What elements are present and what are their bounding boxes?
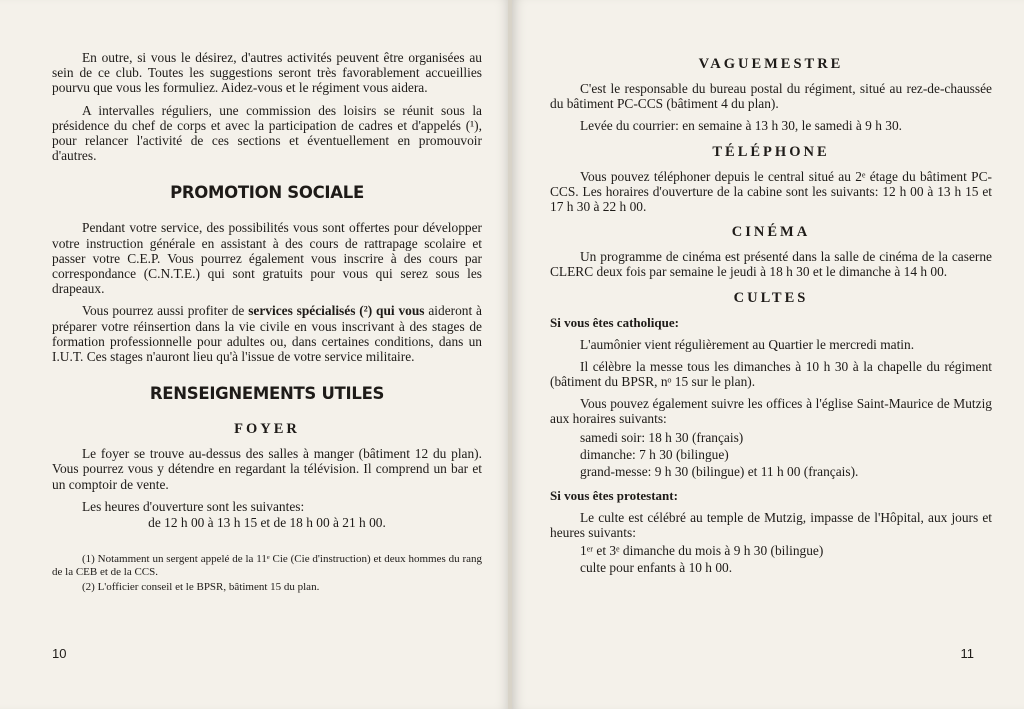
catholique-paragraph-3: Vous pouvez également suivre les offices à l'église Saint-Maurice de Mutzig aux horaires suivants: <box>550 396 992 427</box>
foyer-paragraph-2: Les heures d'ouverture sont les suivantes: <box>82 498 305 514</box>
left-page-column <box>52 50 482 596</box>
intro-paragraph-1: En outre, si vous le désirez, d'autres activités peuvent être organisées au sein de ce club. Toutes les suggestions seront très favorablement accueillies pourvu que vous les formuliez. Aidez-vous et le régiment vous aidera. <box>52 50 482 96</box>
promotion-p2-rest: aideront à préparer votre réinsertion dans la vie civile en vous inscrivant à des stages de formation professionnelle pour adultes ou, dans certaines conditions, dans un I.U.T. Ces stages n'auront lieu qu'à l'issue de votre service militaire. <box>52 303 483 365</box>
right-page-column <box>550 52 992 584</box>
footnote-1: (1) Notamment un sergent appelé de la 11ᵉ Cie (Cie d'instruction) et deux hommes du rang de la CEB et de la CCS. <box>52 553 482 579</box>
cultes-heading: CULTES <box>733 289 809 306</box>
vaguemestre-heading: VAGUEMESTRE <box>698 56 844 72</box>
right-page <box>512 0 1024 709</box>
cinema-paragraph-1: Un programme de cinéma est présenté dans la salle de cinéma de la caserne CLERC deux fois par semaine le jeudi à 18 h 30 et le dimanche à 14 h 00. <box>550 249 992 280</box>
vaguemestre-paragraph-1: C'est le responsable du bureau postal du régiment, situé au rez-de-chaussée du bâtiment PC-CCS (bâtiment 4 du plan). <box>550 81 992 112</box>
schedule-line: culte pour enfants à 10 h 00. <box>580 560 733 576</box>
foyer-heading: FOYER <box>234 421 300 438</box>
foyer-hours: de 12 h 00 à 13 h 15 et de 18 h 00 à 21 h 00. <box>148 515 386 531</box>
footnotes <box>52 549 482 594</box>
footnote-2: (2) L'officier conseil et le BPSR, bâtiment 15 du plan. <box>82 581 320 594</box>
catholique-schedule <box>580 429 992 480</box>
page-number-right: 11 <box>960 646 974 661</box>
catholique-paragraph-2: Il célèbre la messe tous les dimanches à 10 h 30 à la chapelle du régiment (bâtiment du BPSR, nᵒ 15 sur le plan). <box>550 358 992 390</box>
protestant-subhead: Si vous êtes protestant: <box>550 487 678 503</box>
promotion-p2-bold: services spécialisés (²) qui vous <box>248 303 425 319</box>
promotion-paragraph-2 <box>52 303 482 364</box>
protestant-schedule <box>580 542 992 576</box>
promotion-paragraph-1: Pendant votre service, des possibilités vous sont offertes pour développer votre instruction générale en assistant à des cours de rattrapage scolaire et passer votre C.E.P. Vous pourrez également vous inscrire à des cours par correspondance (C.N.T.E.) qui sont gratuits pour vous qui serez sous les drapeaux. <box>52 220 482 297</box>
protestant-paragraph-1: Le culte est célébré au temple de Mutzig, impasse de l'Hôpital, aux jours et heures suivants: <box>550 509 992 540</box>
catholique-subhead: Si vous êtes catholique: <box>550 314 679 330</box>
schedule-line: 1ᵉʳ et 3ᵉ dimanche du mois à 9 h 30 (bilingue) <box>580 543 824 559</box>
page-number-left: 10 <box>52 646 67 661</box>
schedule-line: samedi soir: 18 h 30 (français) <box>580 429 744 445</box>
telephone-paragraph-1: Vous pouvez téléphoner depuis le central situé au 2ᵉ étage du bâtiment PC-CCS. Les horaires d'ouverture de la cabine sont les suivants: 12 h 00 à 13 h 15 et 17 h 30 à 22 h 00. <box>550 168 992 215</box>
schedule-line: grand-messe: 9 h 30 (bilingue) et 11 h 00 (français). <box>580 463 859 479</box>
schedule-line: dimanche: 7 h 30 (bilingue) <box>580 446 729 462</box>
cinema-heading: CINÉMA <box>731 224 811 241</box>
promotion-sociale-heading: PROMOTION SOCIALE <box>170 183 364 203</box>
telephone-heading: TÉLÉPHONE <box>712 143 830 160</box>
left-page <box>0 0 510 709</box>
renseignements-utiles-heading: RENSEIGNEMENTS UTILES <box>149 384 385 404</box>
intro-paragraph-2: A intervalles réguliers, une commission des loisirs se réunit sous la présidence du chef de corps et avec la participation de cadres et d'appelés (¹), pour relancer l'activité de ces sections et éventuellement en promouvoir d'autres. <box>52 102 482 164</box>
catholique-paragraph-1: L'aumônier vient régulièrement au Quartier le mercredi matin. <box>580 336 915 352</box>
vaguemestre-paragraph-2: Levée du courrier: en semaine à 13 h 30, le samedi à 9 h 30. <box>580 118 903 134</box>
foyer-paragraph-1: Le foyer se trouve au-dessus des salles à manger (bâtiment 12 du plan). Vous pourrez vous y détendre en regardant la télévision. Il comprend un bar et un comptoir de vente. <box>52 446 482 492</box>
promotion-p2-start: Vous pourrez aussi profiter de <box>82 303 249 319</box>
